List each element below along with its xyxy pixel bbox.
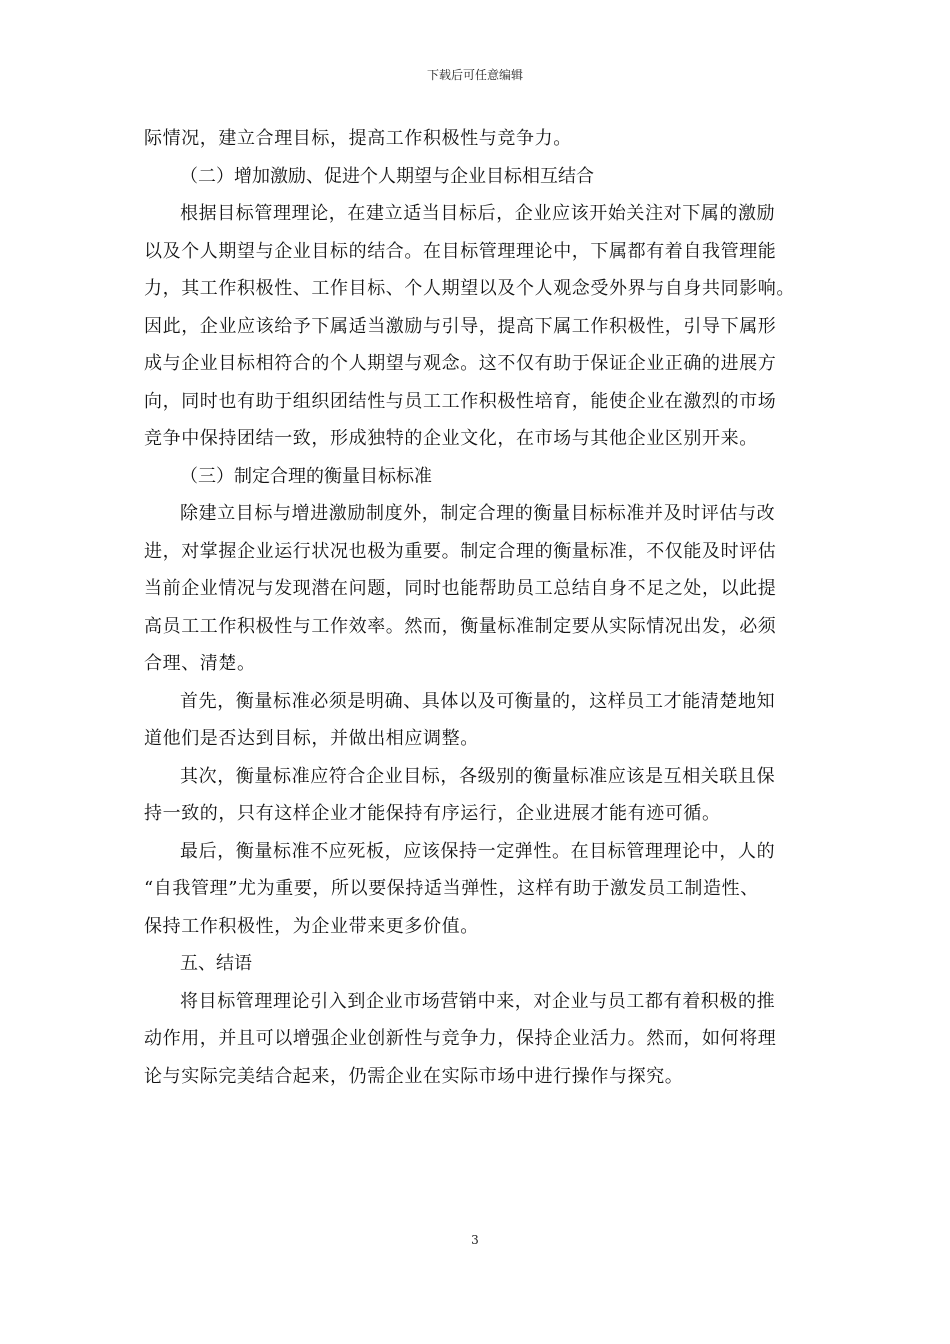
body-text: [144, 120, 806, 1095]
paragraph-line: 际情况，建立合理目标，提高工作积极性与竞争力。: [144, 128, 572, 149]
paragraph-line: 以及个人期望与企业目标的结合。在目标管理理论中，下属都有着自我管理能: [144, 240, 777, 262]
paragraph-line: 向，同时也有助于组织团结性与员工工作积极性培育，能使企业在激烈的市场: [144, 390, 777, 412]
paragraph-line: 合理、清楚。: [144, 653, 256, 674]
section-heading: （二）增加激励、促进个人期望与企业目标相互结合: [180, 165, 594, 187]
paragraph-line: 因此，企业应该给予下属适当激励与引导，提高下属工作积极性，引导下属形: [144, 315, 777, 337]
paragraph-line: “自我管理”尤为重要，所以要保持适当弹性，这样有助于激发员工制造性、: [144, 878, 759, 899]
paragraph-line: 将目标管理理论引入到企业市场营销中来，对企业与员工都有着积极的推: [180, 990, 776, 1012]
page-number: 3: [471, 1233, 479, 1247]
paragraph-line: 持一致的，只有这样企业才能保持有序运行，企业进展才能有迹可循。: [144, 803, 721, 824]
paragraph-line: 竞争中保持团结一致，形成独特的企业文化，在市场与其他企业区别开来。: [144, 428, 758, 449]
paragraph-line: 道他们是否达到目标，并做出相应调整。: [144, 728, 479, 749]
paragraph-line: 最后，衡量标准不应死板，应该保持一定弹性。在目标管理理论中，人的: [180, 840, 776, 862]
paragraph-line: 当前企业情况与发现潜在问题，同时也能帮助员工总结自身不足之处，以此提: [144, 578, 777, 599]
paragraph-line: 论与实际完美结合起来，仍需企业在实际市场中进行操作与探究。: [144, 1065, 684, 1087]
paragraph-line: 动作用，并且可以增强企业创新性与竞争力，保持企业活力。然而，如何将理: [144, 1028, 777, 1049]
paragraph-line: 除建立目标与增进激励制度外，制定合理的衡量目标标准并及时评估与改: [180, 503, 776, 524]
paragraph-line: 其次，衡量标准应符合企业目标，各级别的衡量标准应该是互相关联且保: [180, 765, 776, 787]
paragraph-line: 根据目标管理理论，在建立适当目标后，企业应该开始关注对下属的激励: [180, 203, 776, 224]
paragraph-line: 力，其工作积极性、工作目标、个人期望以及个人观念受外界与自身共同影响。: [144, 278, 795, 299]
paragraph-line: 首先，衡量标准必须是明确、具体以及可衡量的，这样员工才能清楚地知: [180, 690, 776, 712]
paragraph-line: 成与企业目标相符合的个人期望与观念。这不仅有助于保证企业正确的进展方: [144, 353, 777, 374]
page-header: 下载后可任意编辑: [426, 68, 523, 82]
paragraph-line: 进，对掌握企业运行状况也极为重要。制定合理的衡量标准，不仅能及时评估: [144, 540, 777, 562]
section-heading: 五、结语: [180, 953, 252, 974]
paragraph-line: 高员工工作积极性与工作效率。然而，衡量标准制定要从实际情况出发，必须: [144, 615, 777, 637]
paragraph-line: 保持工作积极性，为企业带来更多价值。: [144, 915, 479, 937]
section-heading: （三）制定合理的衡量目标标准: [180, 465, 432, 487]
